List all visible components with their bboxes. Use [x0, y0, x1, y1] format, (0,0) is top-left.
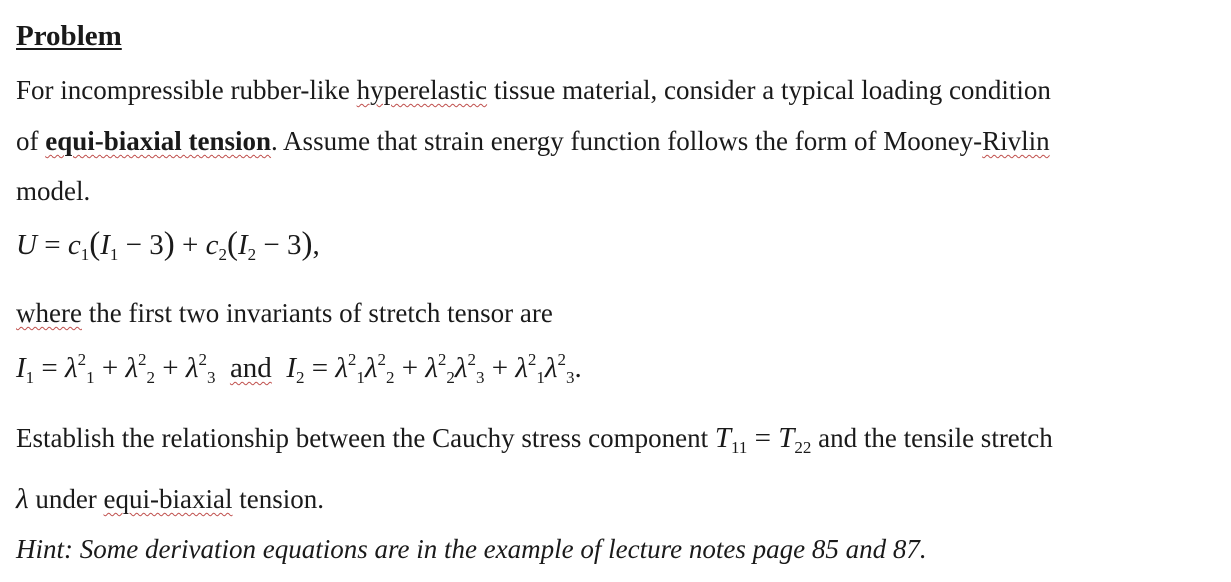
problem-text-line-1 [16, 74, 1051, 106]
eq-symbol: I [286, 352, 296, 384]
eq-sub: 3 [206, 368, 216, 387]
problem-text-line-5 [16, 422, 1053, 457]
eq-lambda: λ [335, 352, 348, 384]
eq-sub: 1 [109, 245, 119, 264]
eq-sub: 2 [295, 368, 305, 387]
text-segment: Establish the relationship between the Cauchy stress component [16, 423, 715, 453]
equation-invariants [16, 350, 582, 387]
text-segment: tissue material, consider a typical loading condition [487, 75, 1051, 105]
eq-sub: 2 [385, 368, 395, 387]
eq-lambda: λ [454, 352, 468, 384]
eq-sub: 1 [356, 368, 365, 387]
eq-lambda: λ [125, 352, 139, 384]
eq-sup: 2 [527, 350, 537, 369]
eq-op: . [574, 352, 582, 384]
eq-symbol: I [237, 229, 248, 261]
eq-sub: 2 [247, 245, 257, 264]
spellcheck-word: Rivlin [982, 126, 1050, 156]
problem-text-line-4 [16, 297, 553, 329]
eq-sup: 2 [467, 350, 476, 369]
eq-lambda: λ [544, 352, 558, 384]
eq-lambda: λ [65, 352, 78, 384]
text-segment: For incompressible rubber-like [16, 75, 357, 105]
eq-sup: 2 [437, 350, 447, 369]
text-segment: the first two invariants of stretch tensor are [81, 298, 553, 328]
eq-symbol: c [205, 229, 219, 261]
eq-op: − 3 [118, 229, 164, 261]
spellcheck-word: hyperelastic [356, 75, 488, 105]
eq-symbol: c [67, 229, 81, 261]
eq-sub: 1 [536, 368, 545, 387]
problem-text-line-6 [16, 483, 324, 515]
eq-sup: 2 [377, 350, 386, 369]
eq-symbol: T [778, 422, 795, 454]
eq-symbol: T [714, 422, 731, 454]
eq-op: + [394, 352, 426, 384]
eq-sub: 22 [794, 438, 812, 457]
eq-sup: 2 [198, 350, 207, 369]
eq-symbol: I [100, 229, 110, 261]
eq-op: = [34, 352, 66, 384]
eq-lambda: λ [515, 352, 528, 384]
eq-op: = [304, 352, 336, 384]
eq-sub: 2 [218, 245, 227, 264]
eq-op: + [94, 352, 126, 384]
eq-sub: 11 [730, 438, 748, 457]
equation-strain-energy: $U = c_1(I_1 - 3) + c_2(I_2 - 3)$, [16, 226, 320, 264]
eq-op: + [484, 352, 516, 384]
text-segment: tension. [232, 484, 324, 514]
eq-sub: 2 [446, 368, 455, 387]
eq-lambda: λ [185, 352, 199, 384]
eq-sup: 2 [347, 350, 357, 369]
eq-op: , [312, 229, 320, 261]
eq-sup: 2 [77, 350, 87, 369]
eq-sup: 2 [557, 350, 566, 369]
eq-op: + [174, 229, 206, 261]
eq-lambda: λ [16, 483, 29, 515]
text-segment: of [16, 126, 46, 156]
problem-heading: Problem [16, 20, 122, 52]
eq-op: = [36, 229, 68, 261]
eq-lambda: λ [364, 352, 378, 384]
problem-text-line-3: model. [16, 176, 91, 206]
text-segment: under [28, 484, 104, 514]
eq-and: and [229, 352, 272, 384]
text-segment: . Assume that strain energy function follows the form of Mooney- [271, 126, 983, 156]
eq-sub: 1 [25, 368, 35, 387]
hint-text: Hint: Some derivation equations are in the example of lecture notes page 85 and 87. [16, 534, 927, 564]
eq-op: = [747, 422, 779, 454]
eq-sub: 3 [475, 368, 485, 387]
eq-symbol: I [16, 352, 26, 384]
text-segment: and the tensile stretch [811, 423, 1053, 453]
eq-op: + [155, 352, 186, 384]
problem-text-line-2 [16, 125, 1050, 157]
eq-sub: 2 [146, 368, 156, 387]
bold-term: equi-biaxial tension [45, 126, 272, 156]
eq-sub: 3 [565, 368, 575, 387]
spellcheck-word: where [16, 298, 82, 328]
eq-sup: 2 [138, 350, 147, 369]
eq-lambda: λ [425, 352, 438, 384]
eq-op: − 3 [256, 229, 302, 261]
spellcheck-word: equi-biaxial [103, 484, 233, 514]
eq-sub: 1 [80, 245, 90, 264]
eq-sub: 1 [86, 368, 95, 387]
eq-symbol: U [16, 229, 37, 261]
